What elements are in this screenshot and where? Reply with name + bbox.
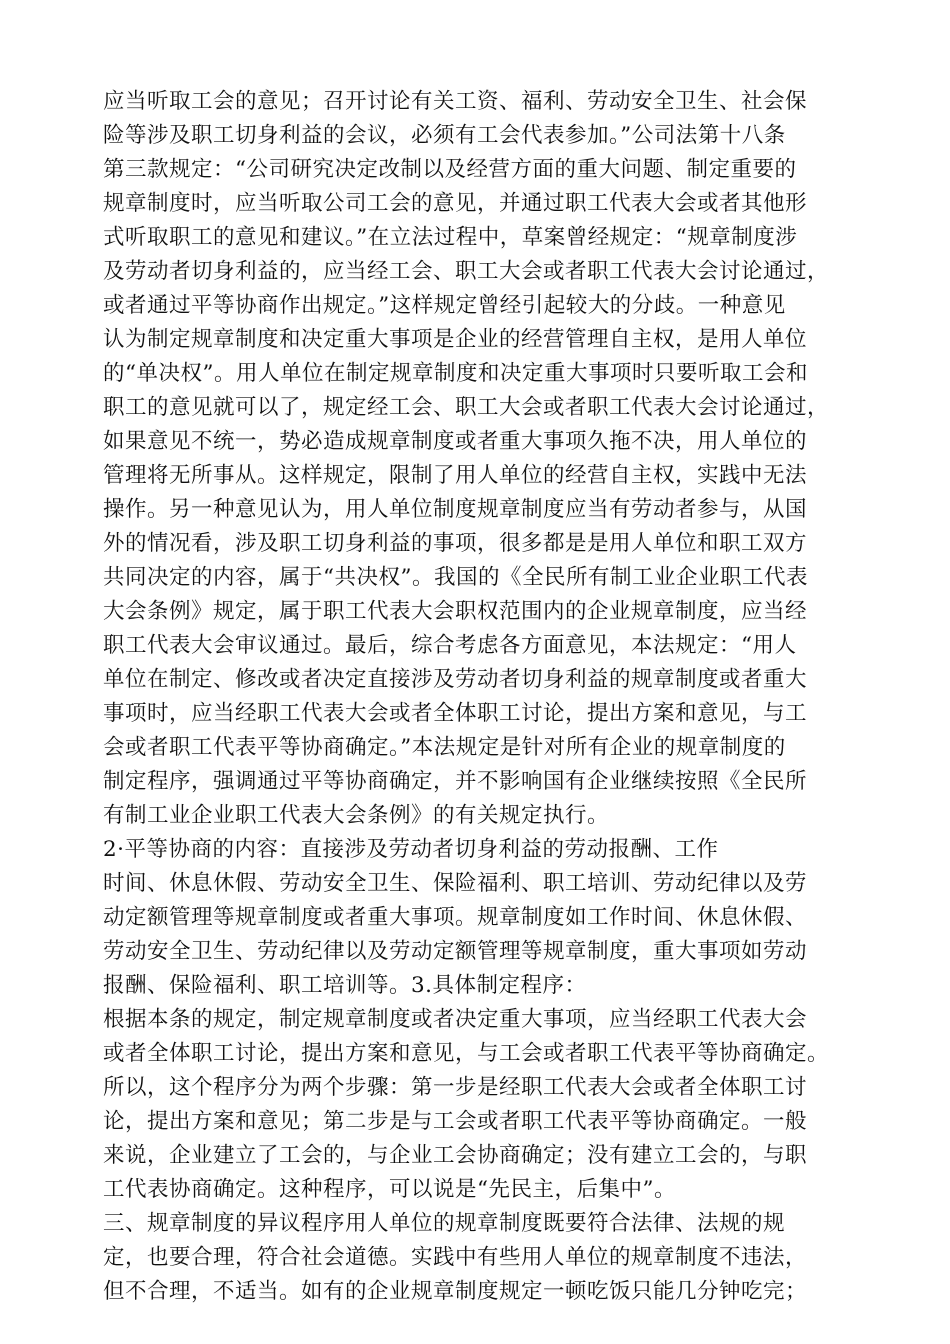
text-line: 劳动安全卫生、劳动纪律以及劳动定额管理等规章制度，重大事项如劳动 xyxy=(103,939,808,964)
text-line: 管理将无所事从。这样规定，限制了用人单位的经营自主权，实践中无法 xyxy=(103,463,808,488)
text-line: 险等涉及职工切身利益的会议，必须有工会代表参加。”公司法第十八条 xyxy=(103,123,786,148)
text-line: 应当听取工会的意见；召开讨论有关工资、福利、劳动安全卫生、社会保 xyxy=(103,89,808,114)
text-line: 或者通过平等协商作出规定。”这样规定曾经引起较大的分歧。一种意见 xyxy=(103,293,786,318)
text-line: 所以，这个程序分为两个步骤：第一步是经职工代表大会或者全体职工讨 xyxy=(103,1075,808,1100)
text-line: 式听取职工的意见和建议。”在立法过程中，草案曾经规定：“规章制度涉 xyxy=(103,225,798,250)
text-line: 动定额管理等规章制度或者重大事项。规章制度如工作时间、休息休假、 xyxy=(103,905,808,930)
text-line: 报酬、保险福利、职工培训等。3.具体制定程序： xyxy=(103,973,587,998)
text-line: 根据本条的规定，制定规章制度或者决定重大事项，应当经职工代表大会 xyxy=(103,1007,808,1032)
text-line: 及劳动者切身利益的，应当经工会、职工大会或者职工代表大会讨论通过， xyxy=(103,259,830,284)
text-line: 三、规章制度的异议程序用人单位的规章制度既要符合法律、法规的规 xyxy=(103,1211,786,1236)
text-line: 时间、休息休假、劳动安全卫生、保险福利、职工培训、劳动纪律以及劳 xyxy=(103,871,808,896)
text-line: 工代表协商确定。这种程序，可以说是“先民主，后集中”。 xyxy=(103,1177,676,1202)
text-line: 2·平等协商的内容：直接涉及劳动者切身利益的劳动报酬、工作 xyxy=(103,837,719,862)
text-line: 单位在制定、修改或者决定直接涉及劳动者切身利益的规章制度或者重大 xyxy=(103,667,808,692)
text-line: 或者全体职工讨论，提出方案和意见，与工会或者职工代表平等协商确定。 xyxy=(103,1041,830,1066)
text-line: 事项时，应当经职工代表大会或者全体职工讨论，提出方案和意见，与工 xyxy=(103,701,808,726)
text-line: 操作。另一种意见认为，用人单位制度规章制度应当有劳动者参与，从国 xyxy=(103,497,808,522)
text-line: 的“单决权”。用人单位在制定规章制度和决定重大事项时只要听取工会和 xyxy=(103,361,808,386)
text-line: 外的情况看，涉及职工切身利益的事项，很多都是是用人单位和职工双方 xyxy=(103,531,808,556)
text-line: 但不合理，不适当。如有的企业规章制度规定一顿吃饭只能几分钟吃完； xyxy=(103,1279,808,1304)
text-line: 认为制定规章制度和决定重大事项是企业的经营管理自主权，是用人单位 xyxy=(103,327,808,352)
text-line: 有制工业企业职工代表大会条例》的有关规定执行。 xyxy=(103,803,610,828)
text-line: 职工的意见就可以了，规定经工会、职工大会或者职工代表大会讨论通过， xyxy=(103,395,830,420)
text-line: 定，也要合理，符合社会道德。实践中有些用人单位的规章制度不违法， xyxy=(103,1245,808,1270)
text-line: 第三款规定：“公司研究决定改制以及经营方面的重大问题、制定重要的 xyxy=(103,157,797,182)
text-line: 会或者职工代表平等协商确定。”本法规定是针对所有企业的规章制度的 xyxy=(103,735,786,760)
text-line: 如果意见不统一，势必造成规章制度或者重大事项久拖不决，用人单位的 xyxy=(103,429,808,454)
text-line: 职工代表大会审议通过。最后，综合考虑各方面意见，本法规定：“用人 xyxy=(103,633,797,658)
text-line: 来说，企业建立了工会的，与企业工会协商确定；没有建立工会的，与职 xyxy=(103,1143,808,1168)
text-line: 共同决定的内容，属于“共决权”。我国的《全民所有制工业企业职工代表 xyxy=(103,565,808,590)
text-line: 规章制度时，应当听取公司工会的意见，并通过职工代表大会或者其他形 xyxy=(103,191,808,216)
text-line: 大会条例》规定，属于职工代表大会职权范围内的企业规章制度，应当经 xyxy=(103,599,808,624)
text-line: 制定程序，强调通过平等协商确定，并不影响国有企业继续按照《全民所 xyxy=(103,769,808,794)
text-line: 论，提出方案和意见；第二步是与工会或者职工代表平等协商确定。一般 xyxy=(103,1109,808,1134)
